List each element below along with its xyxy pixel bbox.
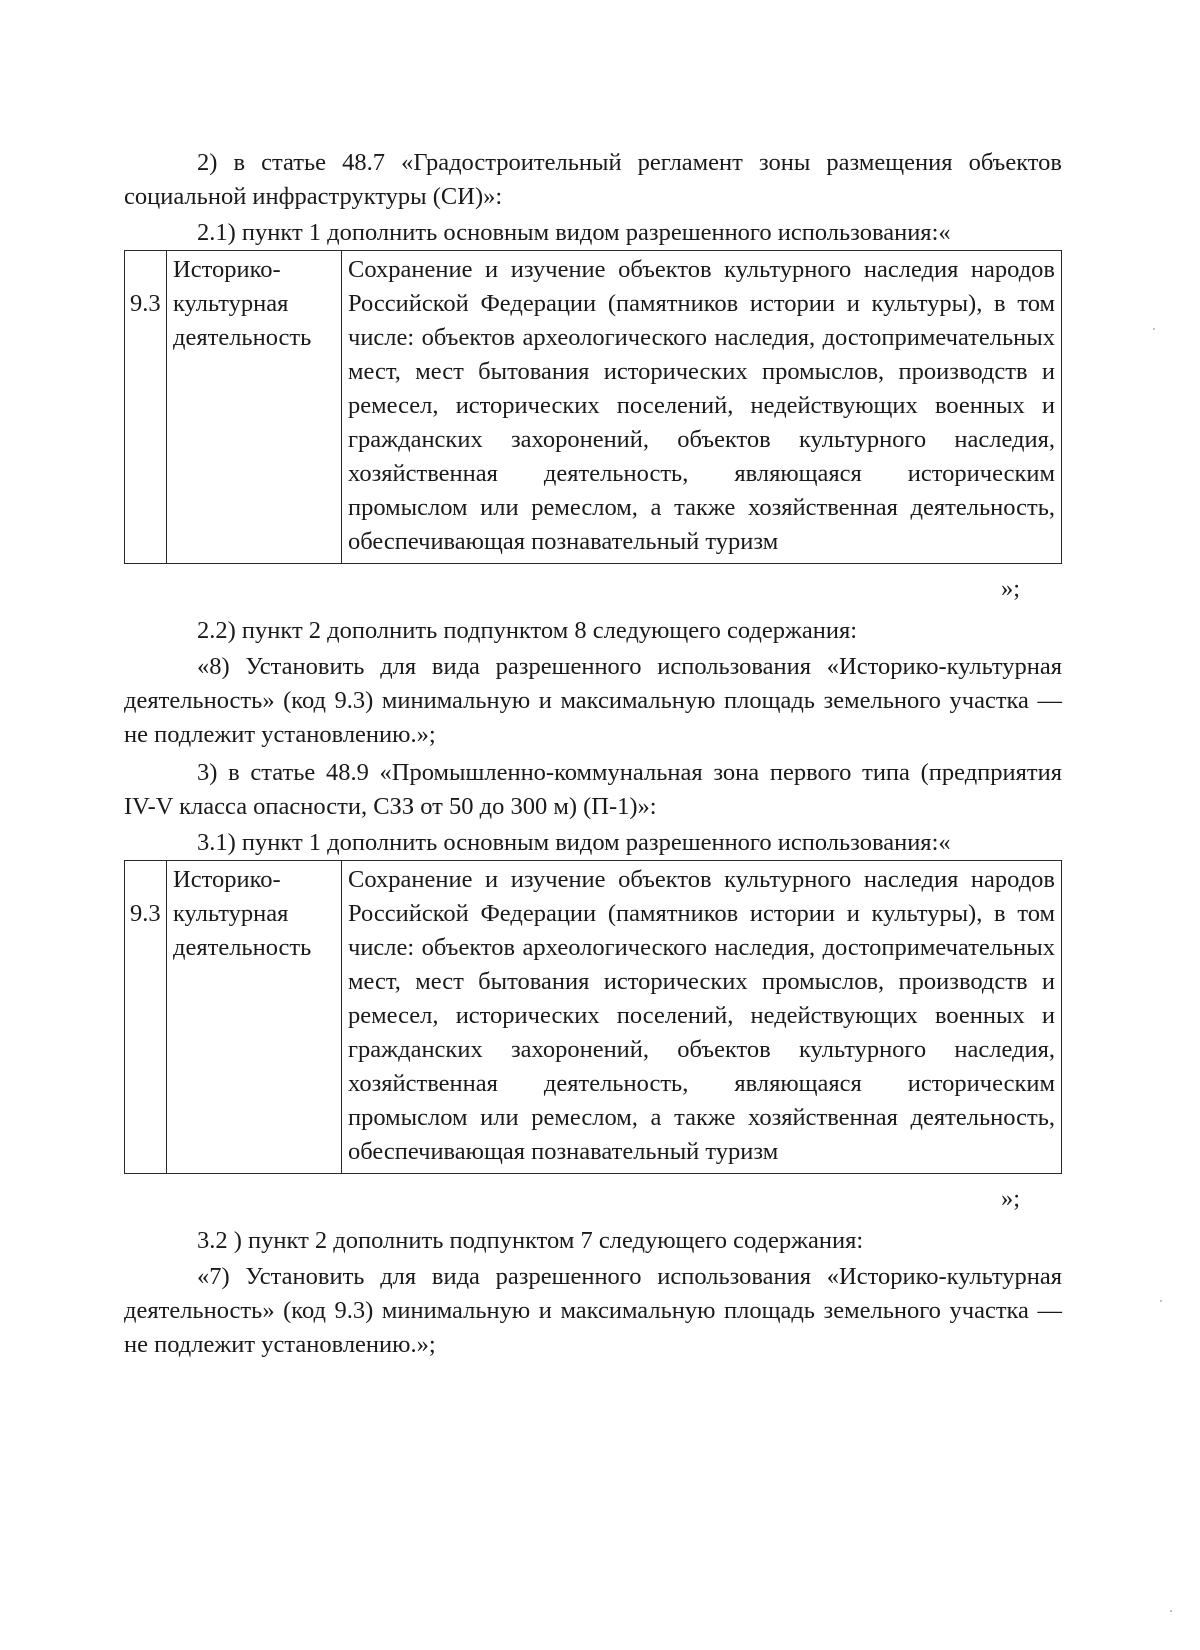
section-2-heading: 2) в статье 48.7 «Градостроительный регламент зоны размещения объектов социальной инфраструктуры (СИ)»: bbox=[124, 149, 1062, 210]
table-cell-name: Историко-культурная деятельность bbox=[167, 861, 342, 1174]
section-3-item-1: 3.1) пункт 1 дополнить основным видом разрешенного использования:« bbox=[197, 829, 951, 856]
table-cell-description: Сохранение и изучение объектов культурного наследия народов Российской Федерации (памятников истории и культуры), в том числе: объектов археологического наследия, достопримечательных мест, мест бытования исторических промыслов, производств и ремесел, исторических поселений, недействующих военных и гражданских захоронений, объектов культурного наследия, хозяйственная деятельность, являющаяся историческим промыслом или ремеслом, а также хозяйственная деятельность, обеспечивающая познавательный туризм bbox=[342, 861, 1062, 1174]
scan-speck bbox=[1170, 1610, 1172, 1612]
section-2-item-2: 2.2) пункт 2 дополнить подпунктом 8 следующего содержания: bbox=[197, 617, 858, 644]
section-3-item-2: 3.2 ) пункт 2 дополнить подпунктом 7 следующего содержания: bbox=[197, 1227, 864, 1254]
table-cell-name: Историко-культурная деятельность bbox=[167, 251, 342, 564]
section-2-subitem-8: «8) Установить для вида разрешенного использования «Историко-культурная деятельность» (код 9.3) минимальную и максимальную площадь земельного участка — не подлежит установлению.»; bbox=[124, 653, 1062, 748]
scan-speck bbox=[1160, 1300, 1162, 1302]
scan-speck bbox=[1153, 328, 1155, 330]
section-3-closing-quote: »; bbox=[1000, 1185, 1020, 1212]
section-3-subitem-7: «7) Установить для вида разрешенного использования «Историко-культурная деятельность» (код 9.3) минимальную и максимальную площадь земельного участка — не подлежит установлению.»; bbox=[124, 1263, 1062, 1358]
table-row bbox=[125, 861, 1062, 1174]
table-cell-code: 9.3 bbox=[125, 251, 167, 564]
table-cell-code: 9.3 bbox=[125, 861, 167, 1174]
table-cell-description: Сохранение и изучение объектов культурного наследия народов Российской Федерации (памятников истории и культуры), в том числе: объектов археологического наследия, достопримечательных мест, мест бытования исторических промыслов, производств и ремесел, исторических поселений, недействующих военных и гражданских захоронений, объектов культурного наследия, хозяйственная деятельность, являющаяся историческим промыслом или ремеслом, а также хозяйственная деятельность, обеспечивающая познавательный туризм bbox=[342, 251, 1062, 564]
section-2-closing-quote: »; bbox=[1000, 575, 1020, 602]
section-3-table bbox=[124, 860, 1062, 1174]
section-2-item-1: 2.1) пункт 1 дополнить основным видом разрешенного использования:« bbox=[197, 219, 951, 246]
section-3-heading: 3) в статье 48.9 «Промышленно-коммунальная зона первого типа (предприятия IV-V класса опасности, СЗЗ от 50 до 300 м) (П-1)»: bbox=[124, 759, 1062, 820]
document-body bbox=[124, 146, 1062, 1362]
section-2-table bbox=[124, 250, 1062, 564]
table-row bbox=[125, 251, 1062, 564]
